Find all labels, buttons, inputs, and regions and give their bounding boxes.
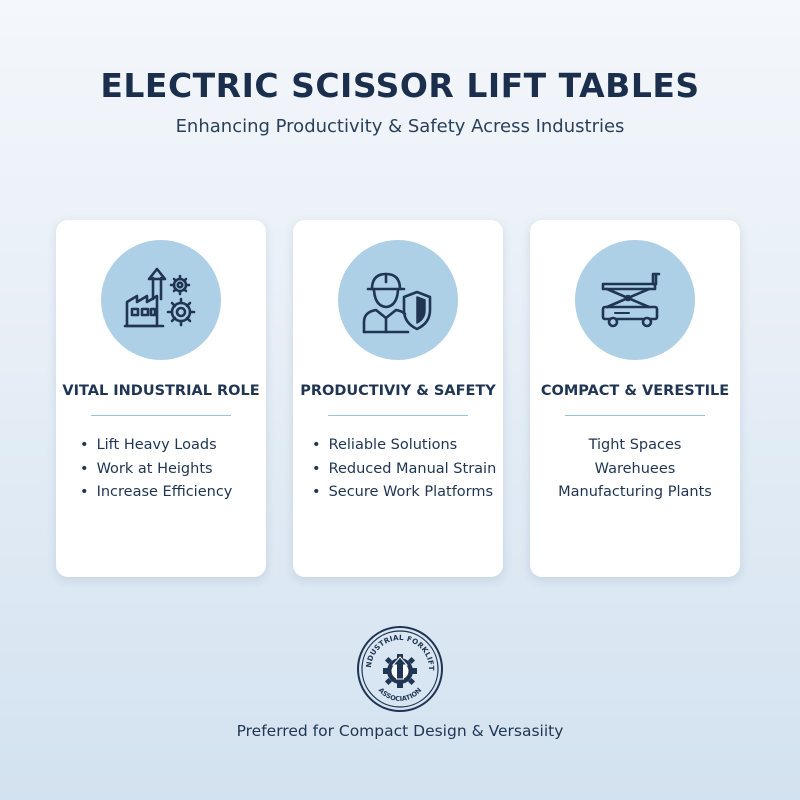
card-vital-industrial-role — [56, 220, 266, 577]
gear-arrow-seal-icon — [355, 624, 445, 714]
card-title: VITAL INDUSTRIAL ROLE — [62, 383, 260, 399]
footer-text: Preferred for Compact Design & Versasiity — [236, 722, 564, 740]
factory-gears-icon — [101, 240, 221, 360]
badge-bottom-text: ASSOCIATION — [376, 686, 424, 704]
list-item: • Work at Heights — [56, 458, 266, 482]
list-item: • Reduced Manual Strain — [293, 458, 503, 482]
list-item: Manufacturing Plants — [558, 484, 712, 500]
list-item: • Secure Work Platforms — [293, 481, 503, 505]
list-item: • Reliable Solutions — [293, 434, 503, 458]
card-divider — [565, 415, 705, 416]
scissor-lift-icon — [575, 240, 695, 360]
worker-shield-icon — [338, 240, 458, 360]
card-list — [530, 434, 740, 505]
list-item: • Increase Efficiency — [56, 481, 266, 505]
card-productivity-safety — [293, 220, 503, 577]
list-item: • Lift Heavy Loads — [56, 434, 266, 458]
page-title: ELECTRIC SCISSOR LIFT TABLES — [100, 66, 700, 105]
badge-top-text: NDUSTRIAL FORKLIFT — [363, 632, 437, 671]
card-title: PRODUCTIVIY & SAFETY — [300, 383, 496, 399]
card-list — [293, 434, 503, 505]
card-divider — [328, 415, 468, 416]
card-compact-versatile — [530, 220, 740, 577]
card-list — [56, 434, 266, 505]
card-title: COMPACT & VERESTILE — [540, 383, 730, 399]
page-subtitle: Enhancing Productivity & Safety Acress Industries — [175, 116, 625, 137]
list-item: Tight Spaces — [588, 437, 682, 453]
card-divider — [91, 415, 231, 416]
list-item: Warehuees — [594, 460, 676, 477]
